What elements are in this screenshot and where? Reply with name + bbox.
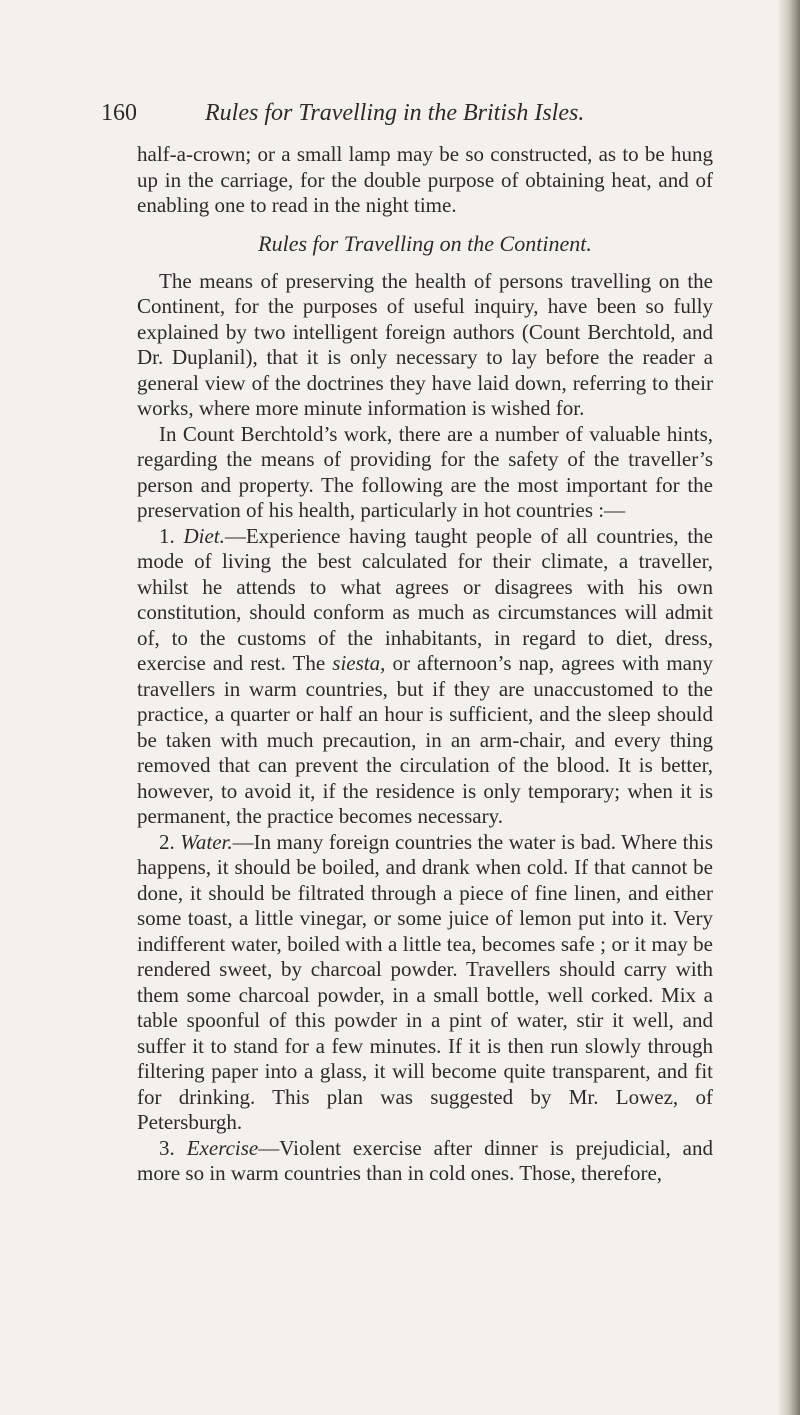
page-header [101,100,721,136]
section-title: Rules for Travelling on the Continent. [258,230,592,256]
item-text: —Experience having taught people of all countries, the mode of living the best calculated for their climate, a traveller, whilst he attends to what agrees or disagrees with his own constitution, should conform as much as circumstances will admit of, to the customs of the inhabitants, in regard to diet, dress, exercise and rest. The [137,523,713,675]
paragraph-water [137,830,713,1136]
item-text: , or afternoon’s nap, agrees with many travellers in warm countries, but if they are unaccustomed to the practice, a quarter or half an hour is sufficient, and the sleep should be taken with much precaution, in an arm-chair, and every thing removed that can prevent the circulation of the blood. It is better, however, to avoid it, if the residence is only temporary; when it is permanent, the practice becomes necessary. [137,651,714,828]
item-term: Water. [180,829,233,854]
running-title: Rules for Travelling in the British Isles. [205,100,585,126]
item-number: 3. [159,1135,175,1160]
item-term: Diet. [183,523,225,548]
page-gutter-shadow [778,0,800,1415]
item-number: 2. [159,829,175,854]
item-text: —Violent exercise after dinner is prejudicial, and more so in warm countries than in cold ones. Those, therefore, [137,1135,714,1185]
paragraph-berchtold: In Count Berchtold’s work, there are a number of valuable hints, regarding the means of providing for the safety of the traveller’s person and property. The following are the most important for the preservation of his health, particularly in hot countries :— [137,421,713,522]
page-body [137,142,713,1187]
italic-word: siesta [332,651,381,675]
paragraph-continuation: half-a-crown; or a small lamp may be so constructed, as to be hung up in the carriage, for the double purpose of obtaining heat, and of enabling one to read in the night time. [137,142,713,217]
item-text: —In many foreign countries the water is bad. Where this happens, it should be boiled, and drank when cold. If that cannot be done, it should be filtrated through a piece of fine linen, and either some toast, a little vinegar, or some juice of lemon put into it. Very indifferent water, boiled with a little tea, becomes safe ; or it may be rendered sweet, by charcoal powder. Travellers should carry with them some charcoal powder, in a small bottle, well corked. Mix a table spoonful of this powder in a pint of water, stir it well, and suffer it to stand for a few minutes. If it is then run slowly through filtering paper into a glass, it will become quite transparent, and fit for drinking. This plan was suggested by Mr. Lowez, of Petersburgh. [137,829,713,1134]
paragraph-diet [137,524,713,830]
item-number: 1. [159,523,175,548]
page-number: 160 [101,100,137,126]
paragraph-exercise [137,1136,713,1187]
item-term: Exercise [186,1135,259,1160]
paragraph-intro: The means of preserving the health of persons travelling on the Continent, for the purposes of useful inquiry, have been so fully explained by two intelligent foreign authors (Count Berchtold, and Dr. Duplanil), that it is only necessary to lay before the reader a general view of the doctrines they have laid down, referring to their works, where more minute information is wished for. [137,268,713,420]
